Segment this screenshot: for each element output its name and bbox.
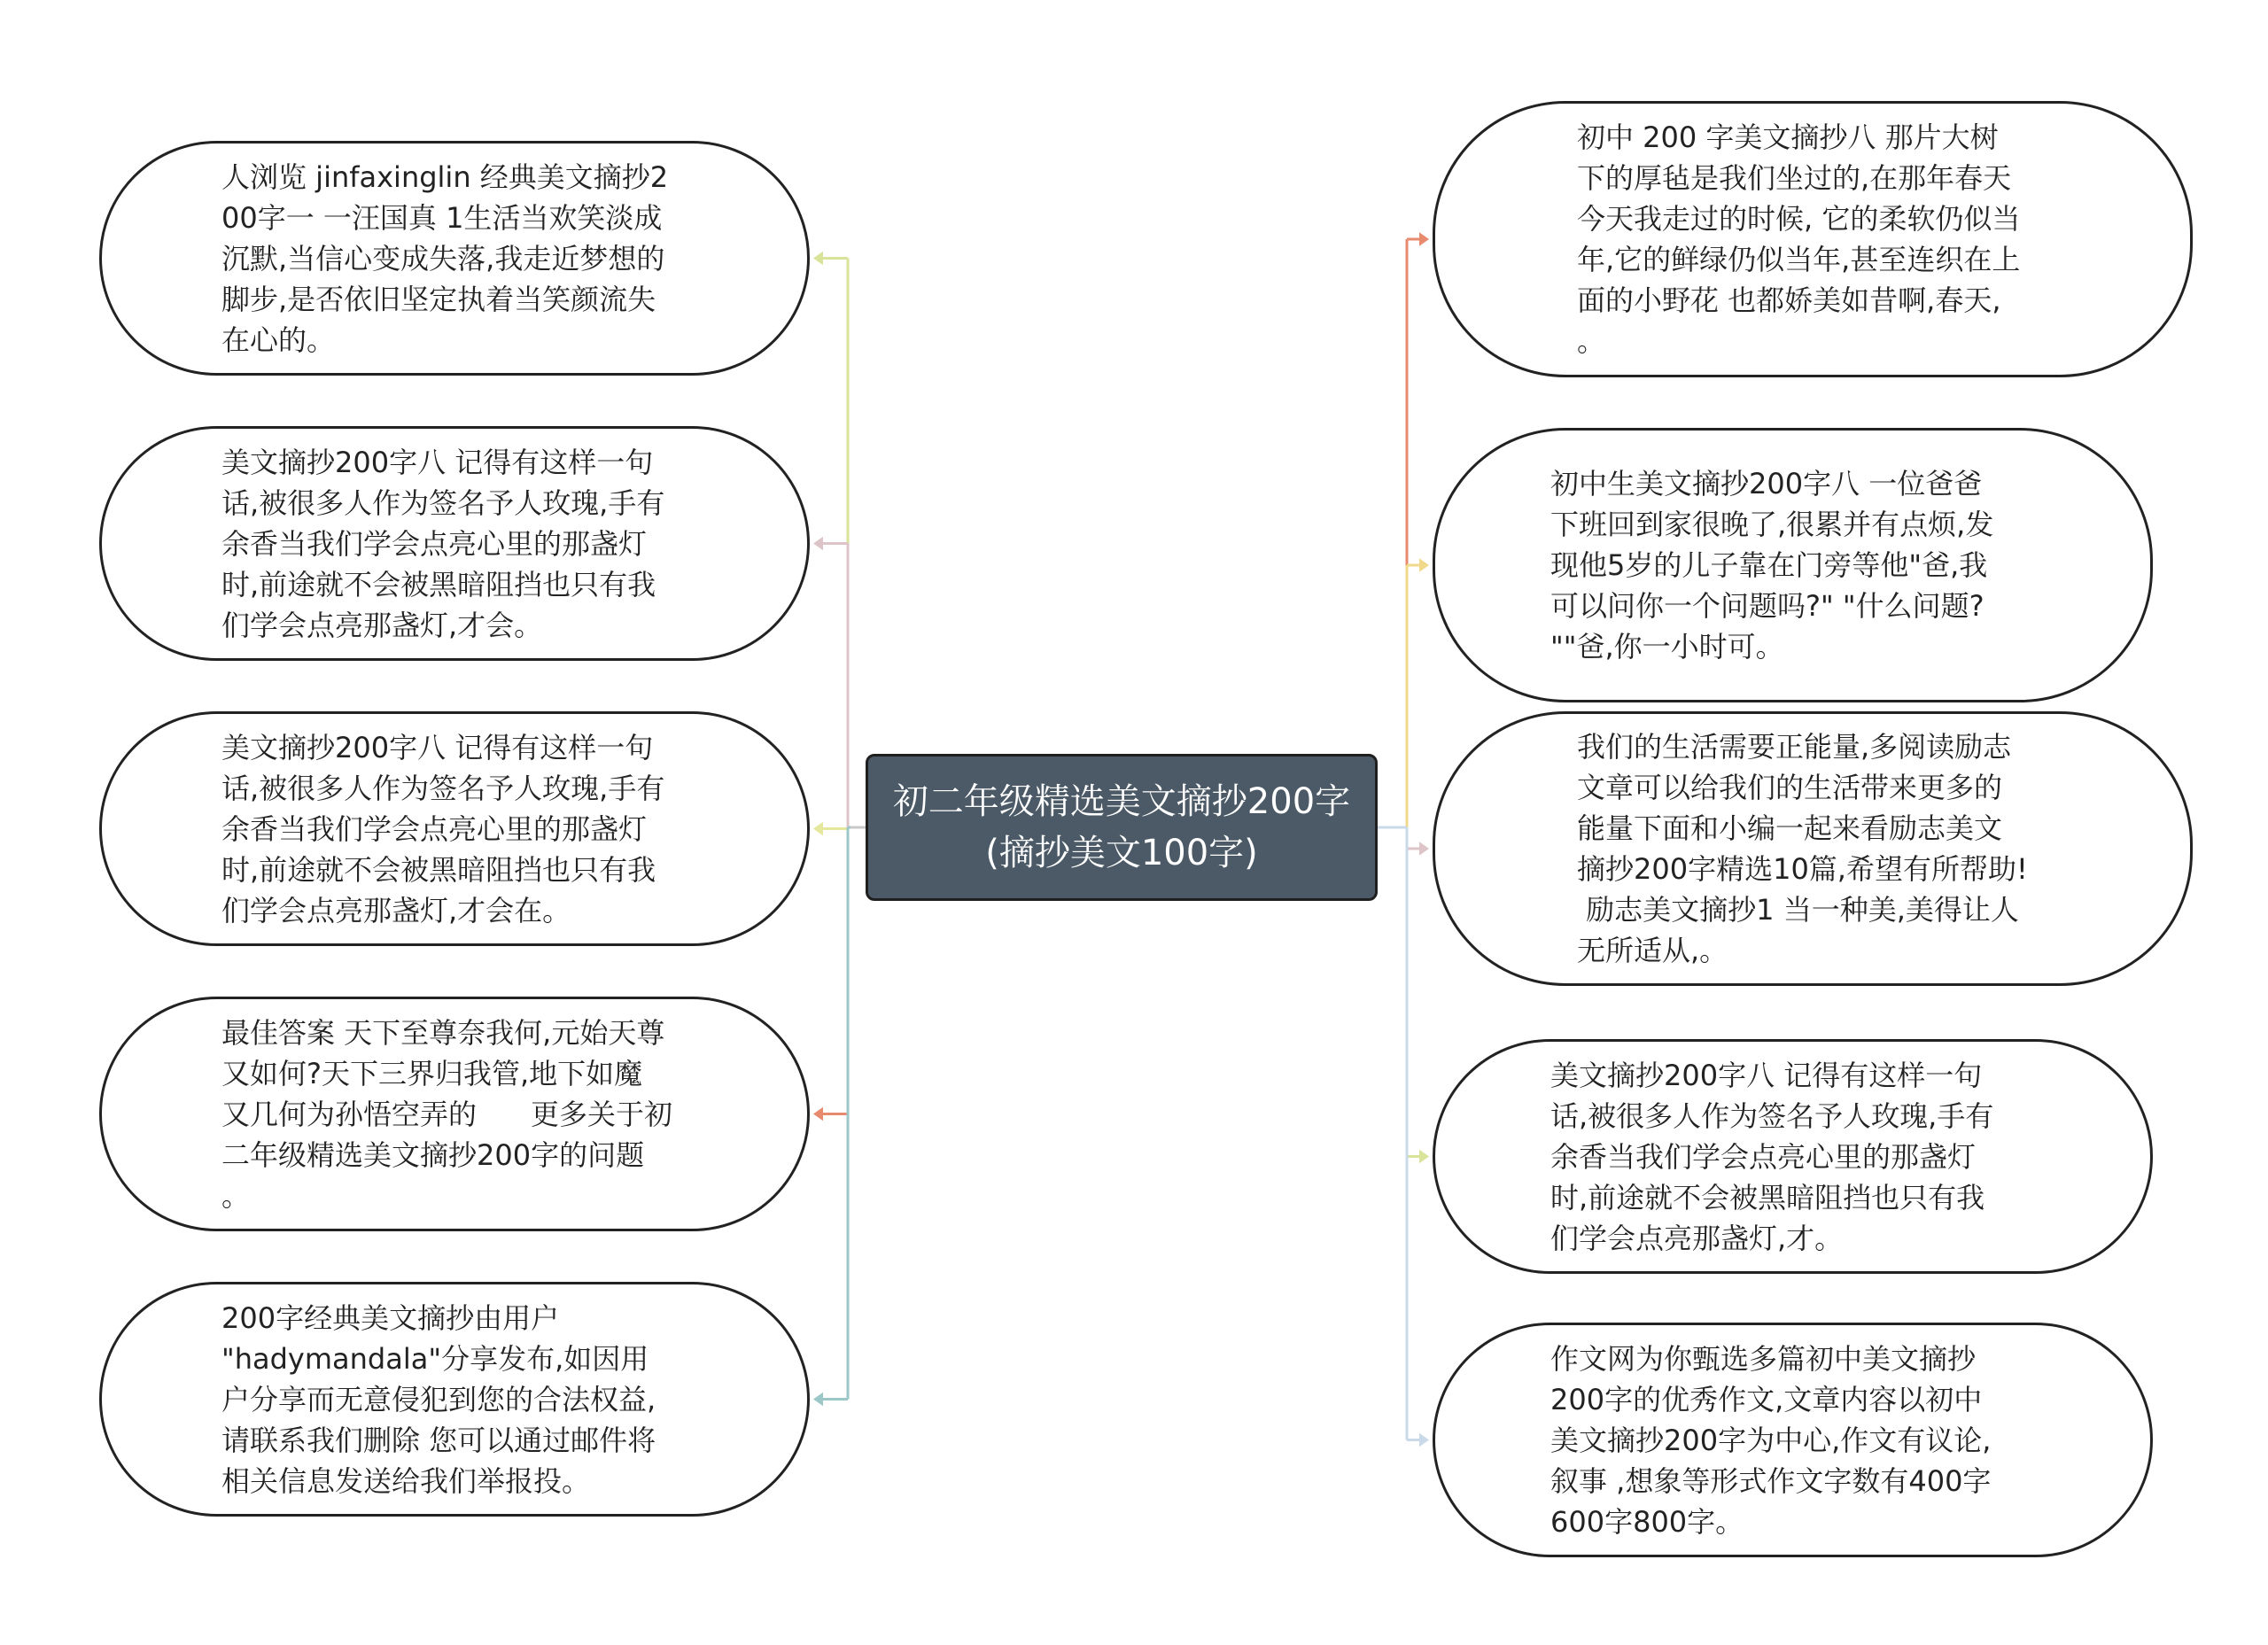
left-node-2-text: 美文摘抄200字八 记得有这样一句 话,被很多人作为签名予人玫瑰,手有 余香当我们学会点亮心里的那盏灯 时,前途就不会被黑暗阻挡也只有我 们学会点亮那盏灯,才会。: [221, 445, 665, 642]
right-node-2-text: 初中生美文摘抄200字八 一位爸爸 下班回到家很晚了,很累并有点烦,发 现他5岁的儿子靠在门旁等他"爸,我 可以问你一个问题吗?" "什么问题? ""爸,你一小时可。: [1550, 467, 1994, 663]
right-node-4-text: 美文摘抄200字八 记得有这样一句 话,被很多人作为签名予人玫瑰,手有 余香当我们学会点亮心里的那盏灯 时,前途就不会被黑暗阻挡也只有我 们学会点亮那盏灯,才。: [1550, 1058, 1994, 1255]
right-node-5-text: 作文网为你甄选多篇初中美文摘抄 200字的优秀作文,文章内容以初中 美文摘抄200字为中心,作文有议论, 叙事 ,想象等形式作文字数有400字 600字800字。: [1550, 1341, 1992, 1539]
connector-left-4-arrow: [813, 1107, 823, 1121]
connector-right-3-arrow: [1419, 842, 1429, 855]
center-topic-label: 初二年级精选美文摘抄200字(摘抄美文100字): [892, 781, 1351, 873]
right-node-1[interactable]: [1433, 101, 2193, 377]
connector-left-5-arrow: [813, 1393, 823, 1406]
right-node-2[interactable]: [1433, 428, 2153, 702]
right-node-4[interactable]: [1433, 1039, 2153, 1274]
right-node-3[interactable]: [1433, 711, 2193, 986]
connector-left-3-arrow: [813, 822, 823, 835]
right-node-1-text: 初中 200 字美文摘抄八 那片大树 下的厚毡是我们坐过的,在那年春天 今天我走过的时候, 它的柔软仍似当 年,它的鲜绿仍似当年,甚至连织在上 面的小野花 也都娇美如昔啊,春天, 。: [1577, 120, 2021, 358]
connector-right-4-arrow: [1419, 1150, 1429, 1163]
connector-right-1-arrow: [1419, 232, 1429, 245]
connector-left-2-arrow: [813, 537, 823, 550]
center-topic[interactable]: [866, 754, 1378, 901]
connector-right-2-arrow: [1419, 558, 1429, 571]
left-node-1[interactable]: [99, 141, 810, 376]
connector-right-5-arrow: [1419, 1433, 1429, 1447]
right-node-3-text: 我们的生活需要正能量,多阅读励志 文章可以给我们的生活带来更多的 能量下面和小编一起来看励志美文 摘抄200字精选10篇,希望有所帮助! 励志美文摘抄1 当一种美,美得让人 无所适从,。: [1577, 730, 2028, 967]
left-node-5[interactable]: [99, 1282, 810, 1517]
left-node-1-text: 人浏览 jinfaxinglin 经典美文摘抄2 00字一 一汪国真 1生活当欢笑淡成 沉默,当信心变成失落,我走近梦想的 脚步,是否依旧坚定执着当笑颜流失 在心的。: [221, 159, 669, 357]
left-node-3-text: 美文摘抄200字八 记得有这样一句 话,被很多人作为签名予人玫瑰,手有 余香当我们学会点亮心里的那盏灯 时,前途就不会被黑暗阻挡也只有我 们学会点亮那盏灯,才会在。: [221, 730, 665, 927]
left-node-2[interactable]: [99, 426, 810, 661]
left-node-3[interactable]: [99, 711, 810, 946]
left-node-4[interactable]: [99, 997, 810, 1231]
right-node-5[interactable]: [1433, 1323, 2153, 1557]
left-node-4-text: 最佳答案 天下至尊奈我何,元始天尊 又如何?天下三界归我管,地下如魔 又几何为孙悟空弄的 更多关于初 二年级精选美文摘抄200字的问题 。: [221, 1015, 673, 1213]
connector-left-1-arrow: [813, 252, 823, 265]
left-node-5-text: 200字经典美文摘抄由用户 "hadymandala"分享发布,如因用 户分享而无意侵犯到您的合法权益, 请联系我们删除 您可以通过邮件将 相关信息发送给我们举报投。: [221, 1300, 656, 1498]
